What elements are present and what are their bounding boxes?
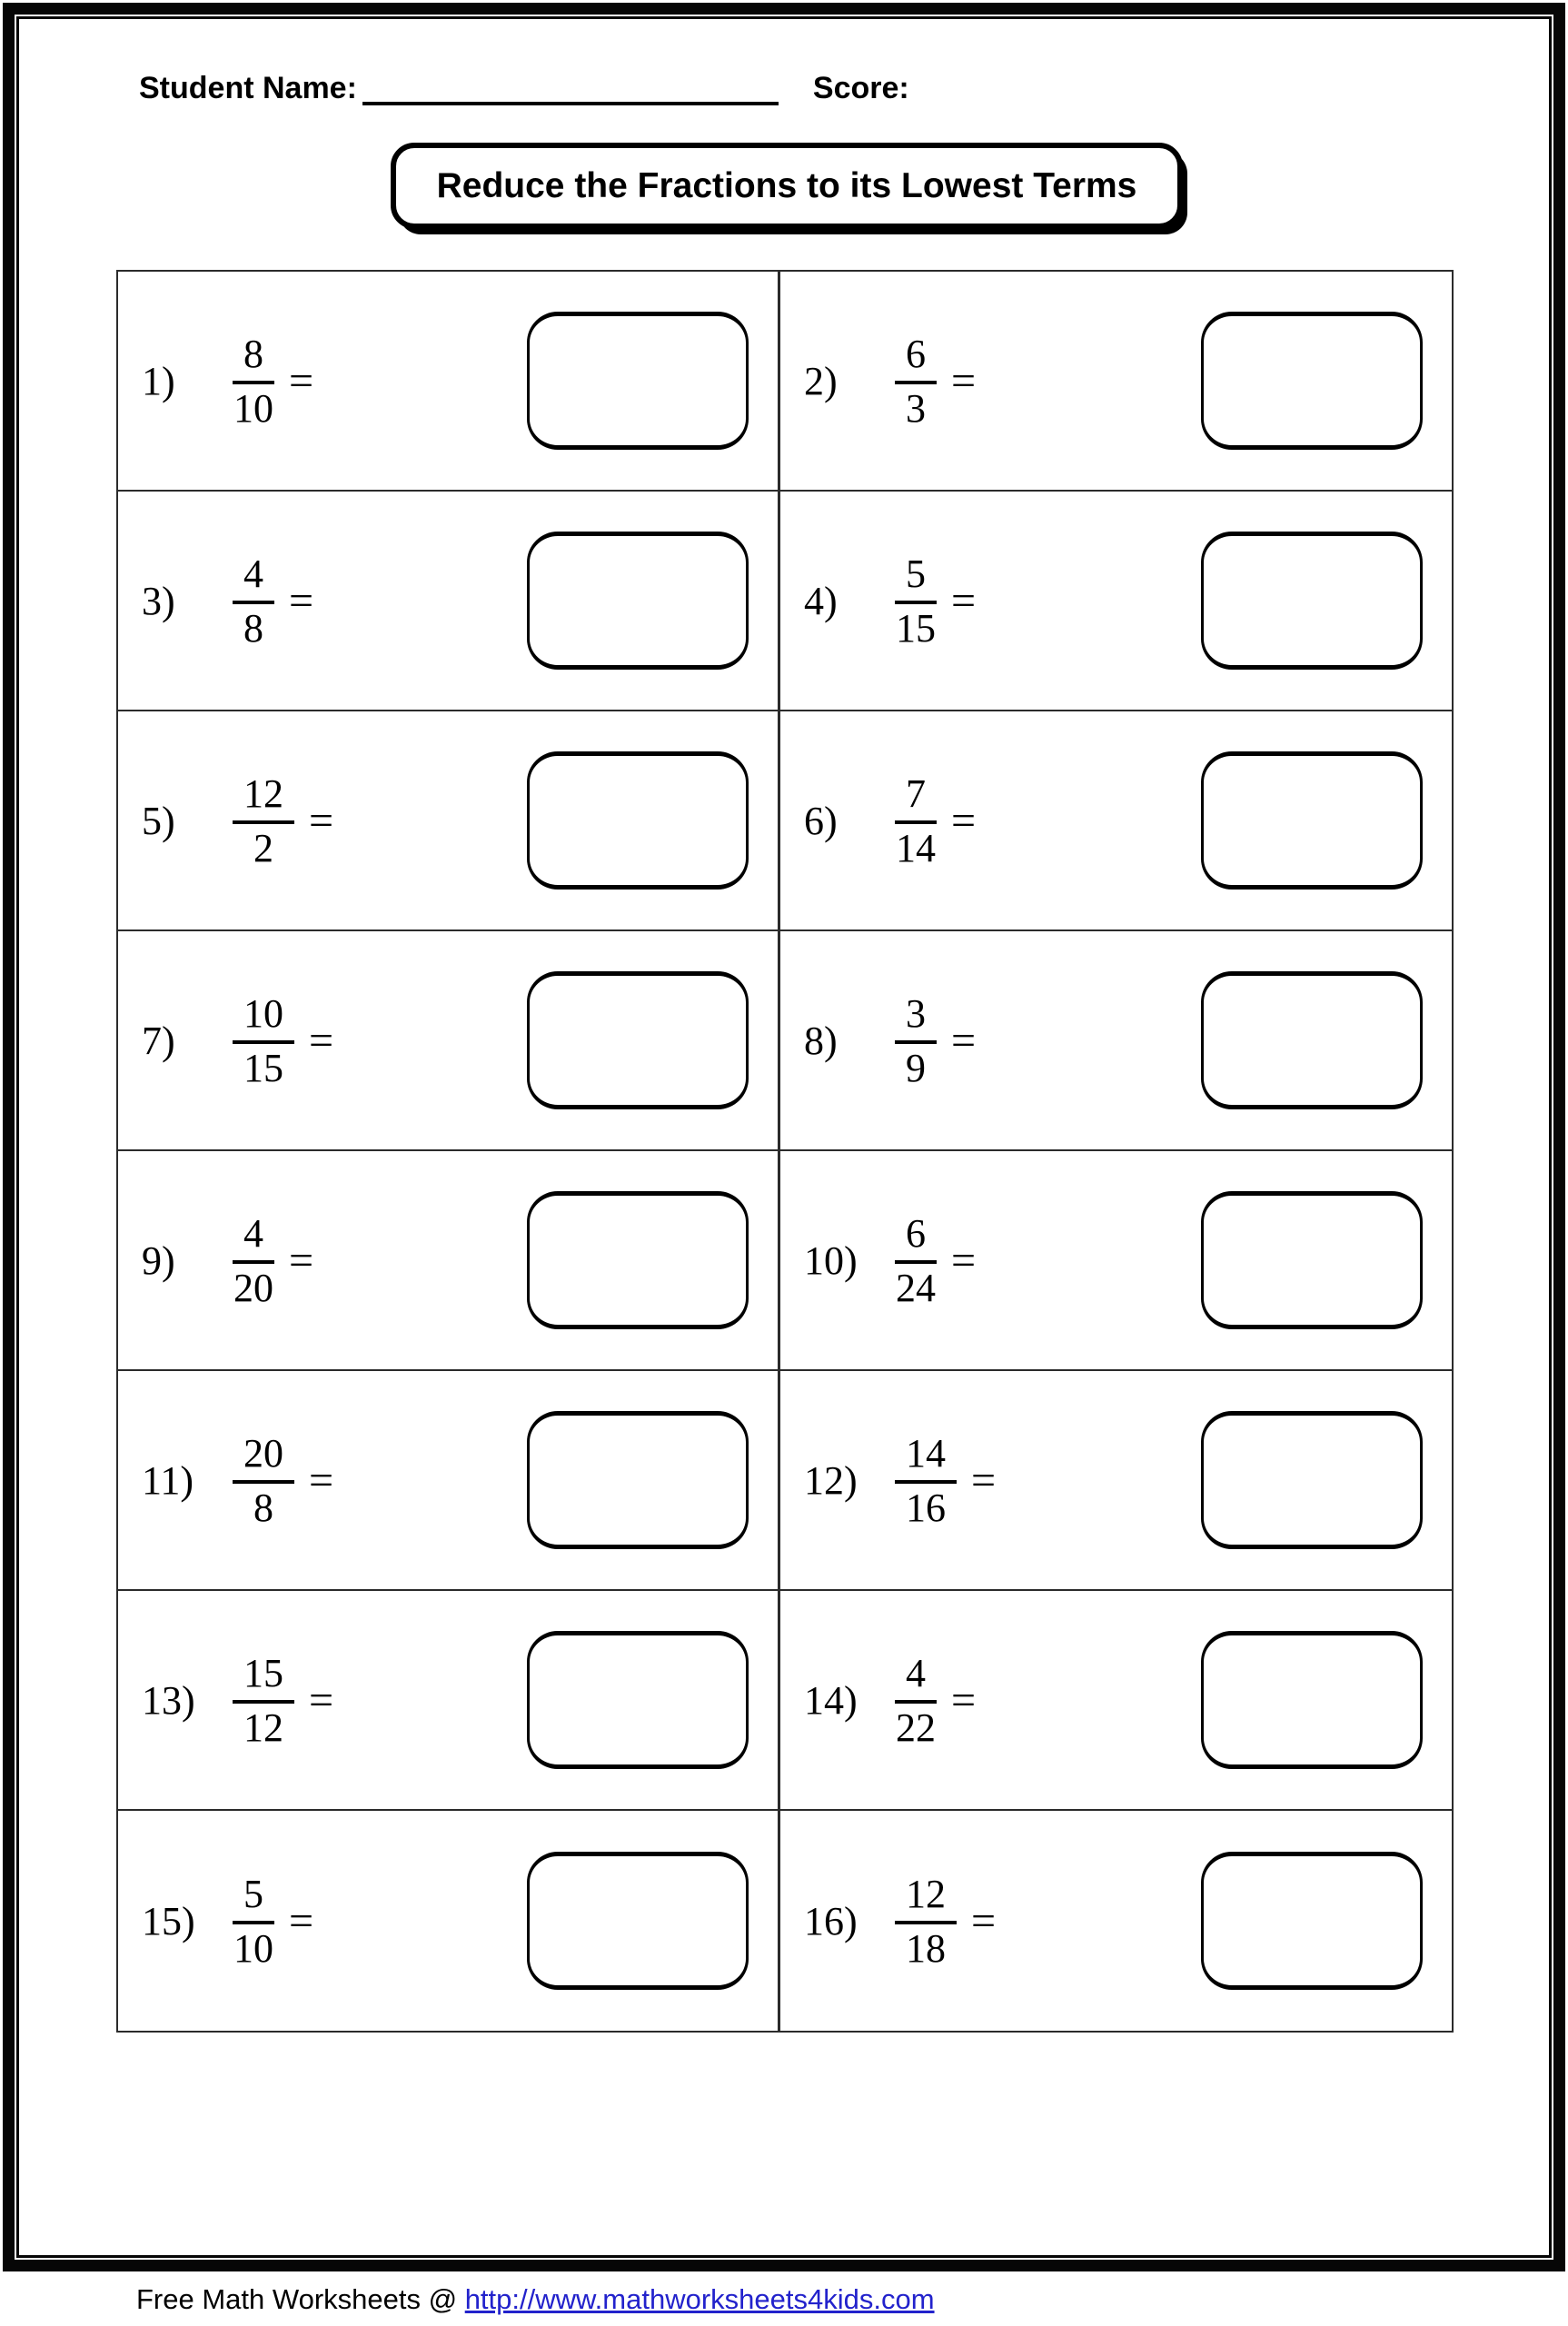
answer-box[interactable] <box>1201 1411 1423 1549</box>
equals-sign: = <box>971 1896 997 1945</box>
fraction-denominator: 12 <box>243 1705 283 1750</box>
equals-sign: = <box>951 576 977 625</box>
problem-cell <box>118 1371 780 1591</box>
header-row <box>139 71 909 105</box>
problem-cell <box>780 1591 1452 1811</box>
fraction-denominator: 8 <box>243 606 263 651</box>
fraction <box>895 1430 957 1529</box>
equals-sign: = <box>309 796 334 845</box>
fraction-numerator: 10 <box>233 990 294 1044</box>
problem-number: 5) <box>142 798 175 843</box>
answer-box[interactable] <box>527 971 749 1109</box>
fraction-denominator: 15 <box>896 606 936 651</box>
equals-sign: = <box>289 1236 314 1285</box>
fraction-denominator: 9 <box>906 1046 926 1090</box>
equals-sign: = <box>309 1456 334 1505</box>
problem-cell <box>118 1151 780 1371</box>
problem-cell <box>118 711 780 931</box>
problem-number: 2) <box>804 358 838 403</box>
answer-box[interactable] <box>1201 532 1423 670</box>
fraction <box>895 331 937 430</box>
fraction-denominator: 14 <box>896 826 936 870</box>
problem-cell <box>780 1811 1452 2031</box>
fraction <box>233 1650 294 1749</box>
equals-sign: = <box>971 1456 997 1505</box>
fraction-numerator: 5 <box>895 551 937 604</box>
fraction <box>895 551 937 650</box>
fraction <box>895 1210 937 1309</box>
fraction-numerator: 12 <box>233 770 294 824</box>
equals-sign: = <box>289 576 314 625</box>
answer-box[interactable] <box>1201 312 1423 450</box>
problem-cell <box>118 1591 780 1811</box>
problem-cell <box>118 1811 780 2031</box>
problem-number: 6) <box>804 798 838 843</box>
problem-number: 8) <box>804 1018 838 1063</box>
fraction-numerator: 6 <box>895 1210 937 1264</box>
problem-cell <box>780 492 1452 711</box>
title-box <box>391 143 1183 229</box>
equals-sign: = <box>309 1675 334 1725</box>
problem-number: 4) <box>804 578 838 623</box>
problem-number: 3) <box>142 578 175 623</box>
problem-cell <box>780 272 1452 492</box>
fraction <box>233 551 274 650</box>
problems-table <box>116 270 1454 2033</box>
fraction-numerator: 6 <box>895 331 937 384</box>
student-name-label: Student Name: <box>139 71 357 105</box>
fraction <box>895 990 937 1089</box>
fraction <box>895 1871 957 1970</box>
answer-box[interactable] <box>527 1631 749 1769</box>
problem-number: 11) <box>142 1457 194 1503</box>
footer-link[interactable]: http://www.mathworksheets4kids.com <box>464 2283 935 2315</box>
problem-number: 10) <box>804 1238 858 1283</box>
fraction <box>233 1430 294 1529</box>
fraction-numerator: 4 <box>233 1210 274 1264</box>
fraction-numerator: 15 <box>233 1650 294 1704</box>
fraction-denominator: 16 <box>906 1486 946 1530</box>
problem-number: 16) <box>804 1898 858 1943</box>
answer-box[interactable] <box>1201 751 1423 890</box>
fraction-denominator: 10 <box>233 1926 273 1971</box>
answer-box[interactable] <box>527 1411 749 1549</box>
footer <box>136 2283 935 2316</box>
answer-box[interactable] <box>527 751 749 890</box>
equals-sign: = <box>951 1016 977 1065</box>
problem-number: 1) <box>142 358 175 403</box>
fraction-denominator: 2 <box>253 826 273 870</box>
fraction <box>233 1871 274 1970</box>
problem-number: 9) <box>142 1238 175 1283</box>
answer-box[interactable] <box>1201 1631 1423 1769</box>
answer-box[interactable] <box>1201 1191 1423 1329</box>
fraction-numerator: 3 <box>895 990 937 1044</box>
fraction-denominator: 20 <box>233 1266 273 1310</box>
fraction-numerator: 5 <box>233 1871 274 1924</box>
equals-sign: = <box>289 1896 314 1945</box>
fraction <box>895 1650 937 1749</box>
fraction-denominator: 3 <box>906 386 926 431</box>
equals-sign: = <box>289 356 314 405</box>
problem-cell <box>118 492 780 711</box>
fraction-denominator: 8 <box>253 1486 273 1530</box>
fraction-numerator: 4 <box>233 551 274 604</box>
equals-sign: = <box>951 796 977 845</box>
fraction-denominator: 24 <box>896 1266 936 1310</box>
problem-cell <box>780 711 1452 931</box>
fraction-numerator: 4 <box>895 1650 937 1704</box>
problem-cell <box>118 272 780 492</box>
score-label: Score: <box>812 71 909 105</box>
equals-sign: = <box>951 356 977 405</box>
problem-number: 14) <box>804 1677 858 1723</box>
equals-sign: = <box>309 1016 334 1065</box>
fraction-denominator: 15 <box>243 1046 283 1090</box>
fraction-numerator: 20 <box>233 1430 294 1484</box>
problem-cell <box>780 931 1452 1151</box>
fraction-denominator: 22 <box>896 1705 936 1750</box>
fraction <box>233 770 294 870</box>
problem-number: 13) <box>142 1677 195 1723</box>
fraction <box>233 1210 274 1309</box>
problem-cell <box>780 1151 1452 1371</box>
answer-box[interactable] <box>527 312 749 450</box>
footer-text: Free Math Worksheets @ <box>136 2283 465 2315</box>
fraction-numerator: 14 <box>895 1430 957 1484</box>
equals-sign: = <box>951 1236 977 1285</box>
fraction-numerator: 12 <box>895 1871 957 1924</box>
answer-box[interactable] <box>527 532 749 670</box>
problem-number: 7) <box>142 1018 175 1063</box>
problem-number: 12) <box>804 1457 858 1503</box>
fraction <box>233 331 274 430</box>
student-name-blank[interactable] <box>362 71 779 105</box>
fraction-denominator: 10 <box>233 386 273 431</box>
fraction-denominator: 18 <box>906 1926 946 1971</box>
page-title: Reduce the Fractions to its Lowest Terms <box>436 165 1137 205</box>
fraction-numerator: 7 <box>895 770 937 824</box>
answer-box[interactable] <box>527 1852 749 1990</box>
problem-cell <box>118 931 780 1151</box>
fraction <box>895 770 937 870</box>
fraction <box>233 990 294 1089</box>
problem-number: 15) <box>142 1898 195 1943</box>
answer-box[interactable] <box>527 1191 749 1329</box>
answer-box[interactable] <box>1201 971 1423 1109</box>
equals-sign: = <box>951 1675 977 1725</box>
answer-box[interactable] <box>1201 1852 1423 1990</box>
problem-cell <box>780 1371 1452 1591</box>
fraction-numerator: 8 <box>233 331 274 384</box>
